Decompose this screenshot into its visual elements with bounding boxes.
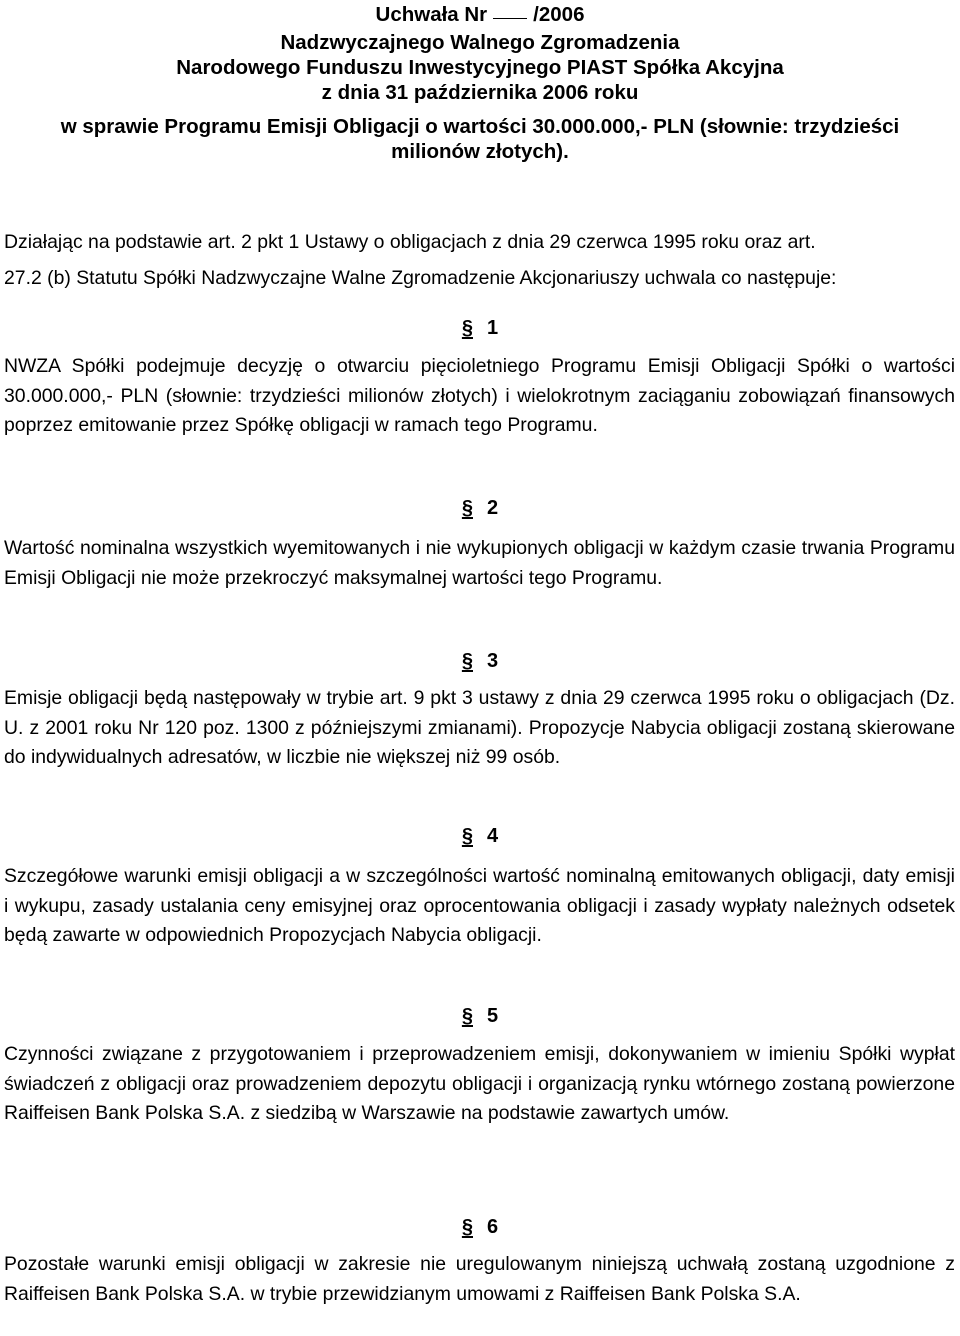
section-text-4: Szczegółowe warunki emisji obligacji a w szczególności wartość nominalną emitowanych obligacji, daty emisji i wykupu, zasady ustalania ceny emisyjnej oraz oprocentowania obligacji i zasady wypłaty należnych odsetek będą zawarte w odpowiednich Propozycjach Nabycia obligacji. xyxy=(4,865,955,946)
section-text-3: Emisje obligacji będą następowały w trybie art. 9 pkt 3 ustawy z dnia 29 czerwca 1995 roku o obligacjach (Dz. U. z 2001 roku Nr 120 poz. 1300 z późniejszymi zmianami). Propozycje Nabycia obligacji zostaną skierowane do indywidualnych adresatów, w liczbie nie większej niż 99 osób. xyxy=(4,687,955,768)
header-meeting-name: Nadzwyczajnego Walnego Zgromadzenia xyxy=(280,31,680,54)
section-text-5: Czynności związane z przygotowaniem i przeprowadzeniem emisji, dokonywaniem w imieniu Spółki wypłat świadczeń z obligacji oraz prowadzeniem depozytu obligacji i organizacją rynku wtórnego zostaną powierzone Raiffeisen Bank Polska S.A. z siedzibą w Warszawie na podstawie zawartych umów. xyxy=(4,1043,955,1124)
section-text-6: Pozostałe warunki emisji obligacji w zakresie nie uregulowanym niniejszą uchwałą zostaną uzgodnione z Raiffeisen Bank Polska S.A. w trybie przewidzianym umowami z Raiffeisen Bank Polska S.A. xyxy=(4,1253,955,1305)
section-number: 6 xyxy=(487,1216,499,1238)
paragraph-sign: § xyxy=(461,497,473,519)
paragraph-sign: § xyxy=(461,825,473,847)
title-suffix: /2006 xyxy=(533,3,585,26)
preamble-line-2: 27.2 (b) Statutu Spółki Nadzwyczajne Walne Zgromadzenie Akcjonariuszy uchwala co następuje: xyxy=(4,267,837,289)
section-heading-6 xyxy=(0,1215,960,1239)
header-subject-continued: milionów złotych). xyxy=(391,140,569,163)
header-company-name: Narodowego Funduszu Inwestycyjnego PIAST Spółka Akcyjna xyxy=(176,56,784,79)
section-heading-5 xyxy=(0,1004,960,1028)
section-heading-3 xyxy=(0,649,960,673)
section-number: 1 xyxy=(487,317,499,339)
section-text-2: Wartość nominalna wszystkich wyemitowanych i nie wykupionych obligacji w każdym czasie trwania Programu Emisji Obligacji nie może przekroczyć maksymalnej wartości tego Programu. xyxy=(4,537,955,589)
section-number: 5 xyxy=(487,1005,499,1027)
section-heading-2 xyxy=(0,496,960,520)
header-date: z dnia 31 października 2006 roku xyxy=(321,81,639,104)
header-subject: w sprawie Programu Emisji Obligacji o wartości 30.000.000,- PLN (słownie: trzydzieści xyxy=(60,115,900,138)
section-heading-1 xyxy=(0,316,960,340)
paragraph-sign: § xyxy=(461,1216,473,1238)
paragraph-sign: § xyxy=(461,1005,473,1027)
section-number: 2 xyxy=(487,497,499,519)
title-prefix: Uchwała Nr xyxy=(375,3,488,26)
section-text-1: NWZA Spółki podejmuje decyzję o otwarciu pięcioletniego Programu Emisji Obligacji Spółki o wartości 30.000.000,- PLN (słownie: trzydzieści milionów złotych) i wielokrotnym zaciąganiu zobowiązań finansowych poprzez emitowanie przez Spółkę obligacji w ramach tego Programu. xyxy=(4,355,955,436)
resolution-number-blank xyxy=(493,0,527,19)
paragraph-sign: § xyxy=(461,650,473,672)
section-number: 4 xyxy=(487,825,499,847)
section-number: 3 xyxy=(487,650,499,672)
resolution-title xyxy=(0,0,960,28)
preamble-line-1: Działając na podstawie art. 2 pkt 1 Ustawy o obligacjach z dnia 29 czerwca 1995 roku oraz art. xyxy=(4,231,816,253)
section-heading-4 xyxy=(0,824,960,848)
paragraph-sign: § xyxy=(461,317,473,339)
